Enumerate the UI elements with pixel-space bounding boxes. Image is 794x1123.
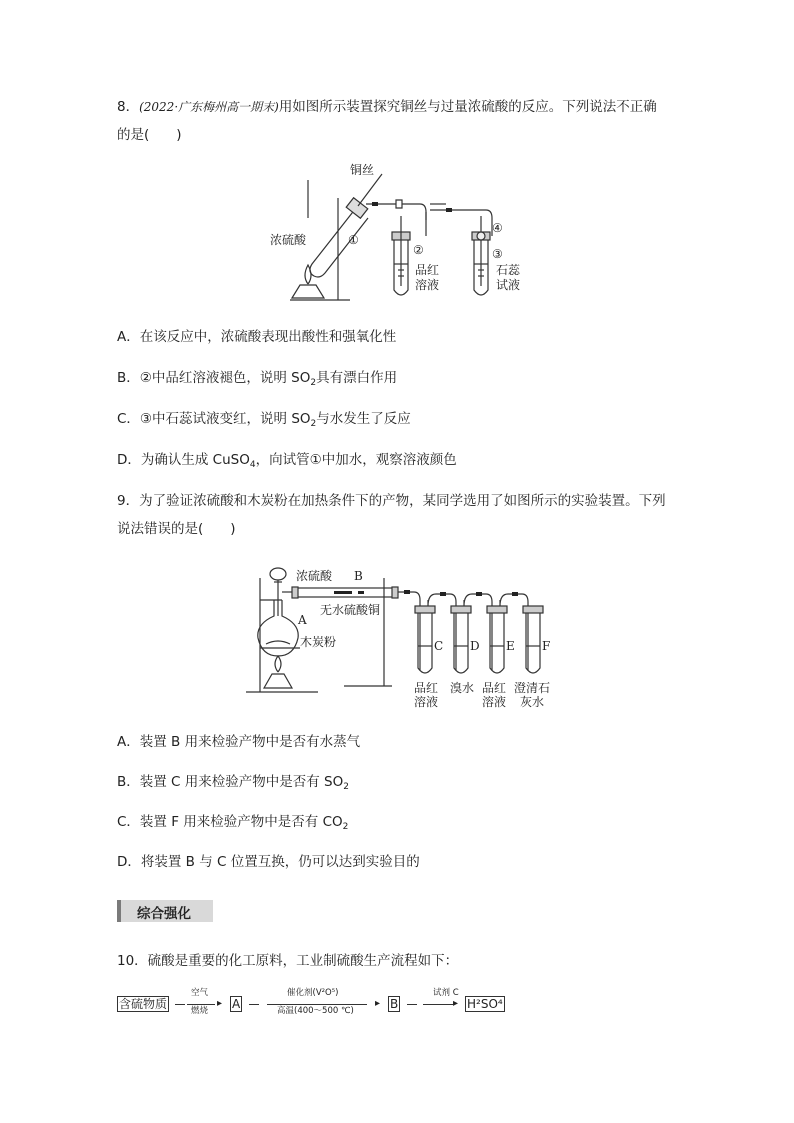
q8-label-2: ② xyxy=(413,243,424,257)
flow-burn-label: 燃烧 xyxy=(191,1006,209,1016)
flow-dash-2 xyxy=(249,1004,259,1005)
q9-option-b-sub: 2 xyxy=(343,782,349,792)
section-heading-label: 综合强化 xyxy=(137,906,191,922)
q9-label-d: D xyxy=(470,639,480,653)
q9-option-b xyxy=(117,773,349,791)
q8-option-b-pre: B．②中品红溶液褪色，说明 SO xyxy=(117,370,311,386)
q8-label-conc-acid: 浓硫酸 xyxy=(270,233,307,247)
q8-option-c-sub: 2 xyxy=(310,419,317,429)
q9-label-c: C xyxy=(434,639,444,653)
q9-label-pinhong-1: 品红 xyxy=(414,681,439,695)
q9-option-b-pre: B．装置 C 用来检验产物中是否有 SO xyxy=(117,774,344,790)
q9-label-conc-acid: 浓硫酸 xyxy=(296,569,333,583)
q9-option-d: D．将装置 B 与 C 位置互换，仍可以达到实验目的 xyxy=(117,854,420,870)
q9-label-pinhong-e2: 溶液 xyxy=(482,695,507,709)
q8-option-d xyxy=(117,451,457,469)
q9-label-a: A xyxy=(298,613,307,627)
flow-arrow-1 xyxy=(187,1004,215,1005)
flow-arrowhead-1: ▸ xyxy=(217,998,223,1009)
q9-stem-line1: 9．为了验证浓硫酸和木炭粉在加热条件下的产物，某同学选用了如图所示的实验装置。下列 xyxy=(117,493,666,509)
q9-label-pinhong-e1: 品红 xyxy=(482,681,507,695)
flow-dash-3 xyxy=(407,1004,417,1005)
q8-option-a: A．在该反应中，浓硫酸表现出酸性和强氧化性 xyxy=(117,329,397,345)
q9-option-c xyxy=(117,813,348,831)
q9-label-bromine: 溴水 xyxy=(450,681,475,695)
q8-stem-text: 用如图所示装置探究铜丝与过量浓硫酸的反应。下列说法不正确 xyxy=(278,99,657,115)
flow-arrow-2 xyxy=(267,1004,367,1005)
q8-number: 8． xyxy=(117,99,140,115)
q10-flow-diagram xyxy=(117,988,517,1028)
q8-apparatus-figure xyxy=(270,160,540,310)
q9-label-f: F xyxy=(542,639,551,653)
q8-label-3: ③ xyxy=(492,247,503,261)
q9-apparatus-figure xyxy=(238,560,558,710)
q8-option-d-pre: D．为确认生成 CuSO xyxy=(117,452,250,468)
q8-stem-line2: 的是( ) xyxy=(117,127,182,143)
q9-label-anhydrous: 无水硫酸铜 xyxy=(320,603,381,617)
flow-arrow-3 xyxy=(423,1004,453,1005)
flow-arrowhead-3: ▸ xyxy=(453,998,459,1009)
q9-option-c-pre: C．装置 F 用来检验产物中是否有 CO xyxy=(117,814,343,830)
section-heading xyxy=(117,900,213,922)
flow-air-label: 空气 xyxy=(191,988,209,998)
q8-label-pinhong-2: 溶液 xyxy=(415,278,440,292)
q8-label-shirui-1: 石蕊 xyxy=(496,263,521,277)
q9-label-lime-1: 澄清石 xyxy=(514,681,551,695)
flow-temp-label: 高温(400～500 ℃) xyxy=(277,1006,354,1016)
flow-start-box: 含硫物质 xyxy=(119,997,168,1011)
q8-label-4: ④ xyxy=(492,221,503,235)
q8-option-c-pre: C．③中石蕊试液变红，说明 SO xyxy=(117,411,311,427)
q9-label-e: E xyxy=(506,639,515,653)
q10-stem: 10．硫酸是重要的化工原料，工业制硫酸生产流程如下： xyxy=(117,953,459,969)
q9-label-charcoal: 木炭粉 xyxy=(300,635,337,649)
q8-label-1: ① xyxy=(348,233,359,247)
flow-arrowhead-2: ▸ xyxy=(375,998,381,1009)
flow-dash-1 xyxy=(175,1004,185,1005)
q8-option-d-post: ，向试管①中加水，观察溶液颜色 xyxy=(255,452,457,468)
q8-stem-line1 xyxy=(117,98,657,116)
q8-source: (2022·广东梅州高一期末) xyxy=(139,100,279,114)
flow-box-b: B xyxy=(390,997,399,1011)
q8-option-c-post: 与水发生了反应 xyxy=(316,411,411,427)
q8-option-b-sub: 2 xyxy=(310,378,317,388)
q9-option-a: A．装置 B 用来检验产物中是否有水蒸气 xyxy=(117,734,361,750)
q9-label-lime-2: 灰水 xyxy=(520,695,545,709)
q8-option-b xyxy=(117,369,397,387)
flow-catalyst-label: 催化剂(V²O⁵) xyxy=(287,988,339,998)
q9-label-b: B xyxy=(354,569,363,583)
q8-option-d-sub: 4 xyxy=(249,460,256,470)
q9-label-pinhong-2: 溶液 xyxy=(414,695,439,709)
q8-option-b-post: 具有漂白作用 xyxy=(316,370,398,386)
q8-option-c xyxy=(117,410,411,428)
q8-label-pinhong-1: 品红 xyxy=(415,263,440,277)
q8-label-copper-wire: 铜丝 xyxy=(350,163,375,177)
q8-label-shirui-2: 试液 xyxy=(496,278,521,292)
flow-reagent-label: 试剂 C xyxy=(433,988,459,998)
q9-stem-line2: 说法错误的是( ) xyxy=(117,521,236,537)
flow-box-a: A xyxy=(232,997,241,1011)
flow-product-box: H²SO⁴ xyxy=(467,997,503,1011)
q9-option-c-sub: 2 xyxy=(342,822,349,832)
